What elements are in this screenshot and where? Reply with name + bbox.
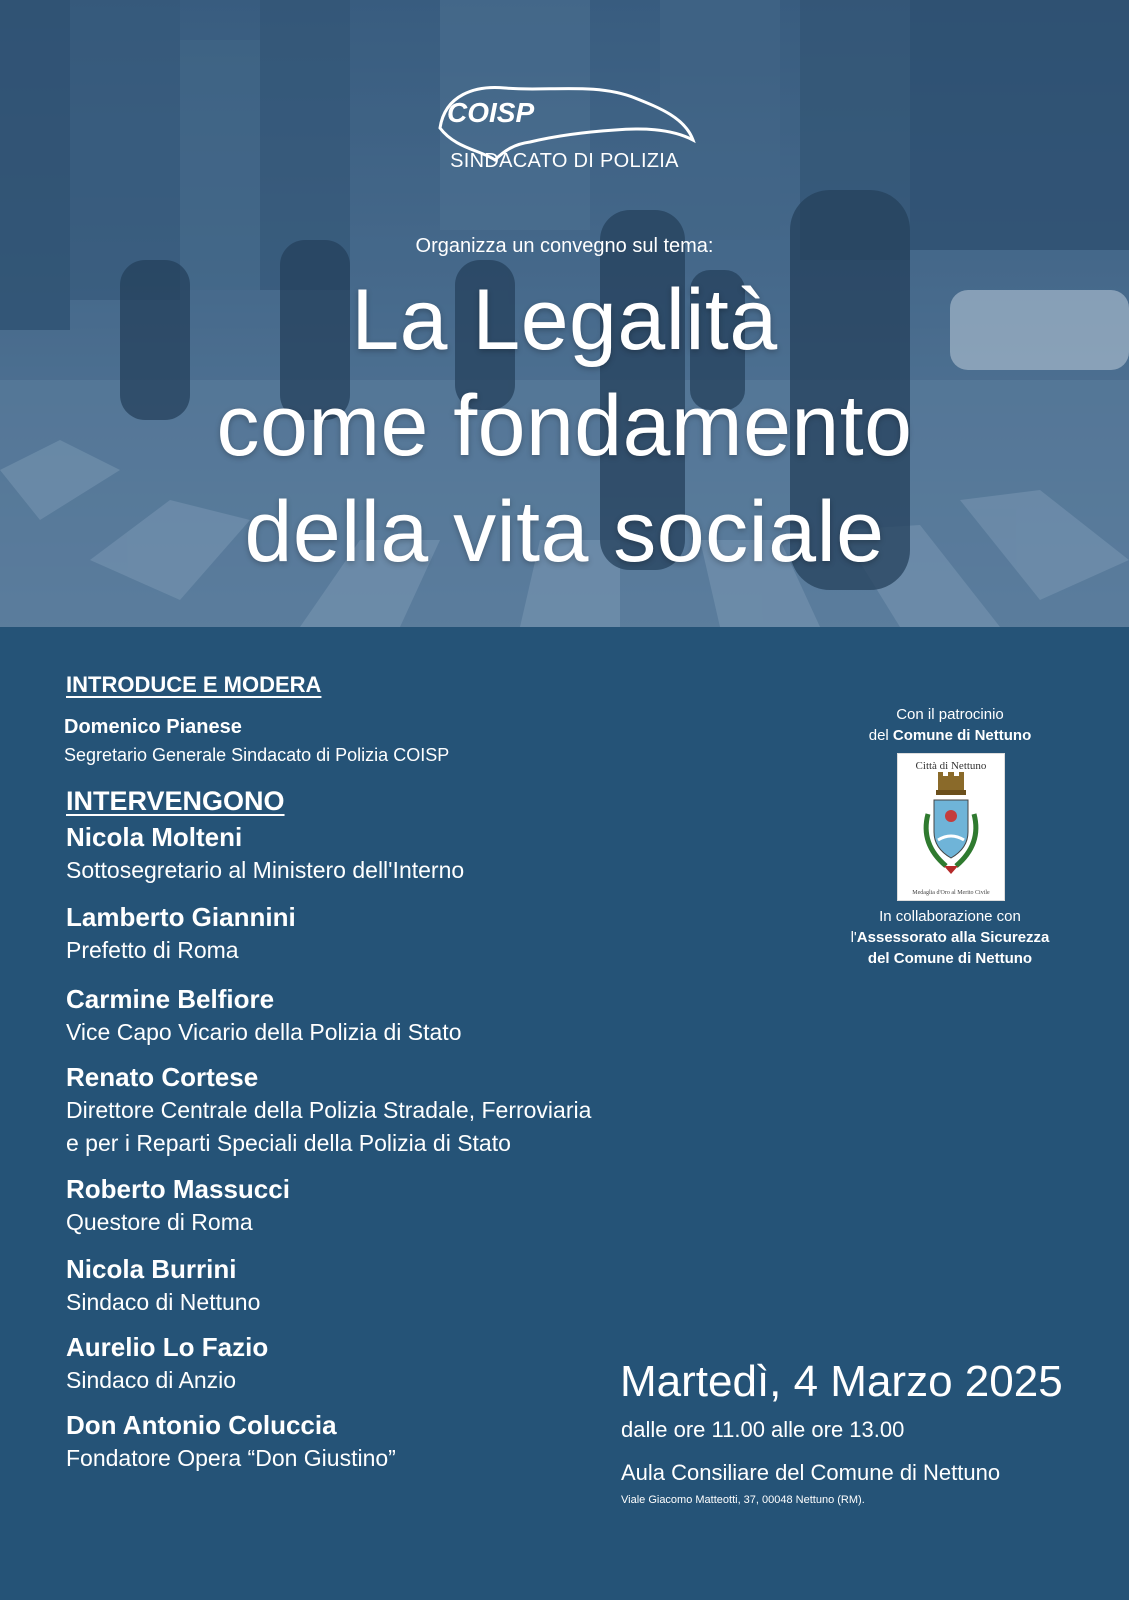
patronage-line-1: Con il patrocinio [896, 706, 1004, 723]
collaboration-entity: Assessorato alla Sicurezza [856, 929, 1050, 946]
event-venue: Aula Consiliare del Comune di Nettuno [621, 1460, 1001, 1485]
speaker-role: Sindaco di Anzio [66, 1367, 237, 1393]
collaboration-entity-2: del Comune di Nettuno [867, 950, 1033, 967]
collaboration-line-2 [800, 927, 1100, 948]
collaboration-block [800, 906, 1100, 969]
collaboration-prefix: l' [850, 929, 857, 946]
nettuno-coat-of-arms [897, 753, 1005, 901]
speaker-role: Prefetto di Roma [66, 937, 239, 963]
crest-icon [898, 754, 1004, 900]
title-line-3: della vita sociale [244, 484, 885, 580]
event-time: dalle ore 11.00 alle ore 13.00 [621, 1417, 905, 1442]
speaker-name: Aurelio Lo Fazio [66, 1332, 269, 1362]
speaker-role: Questore di Roma [66, 1209, 253, 1235]
moderator-name: Domenico Pianese [64, 716, 242, 738]
patronage-line-2 [800, 725, 1100, 746]
crest-note: Medaglia d'Oro al Merito Civile [912, 890, 990, 896]
speaker-role-continued: e per i Reparti Speciali della Polizia di Stato [66, 1130, 511, 1156]
title-line-1: La Legalità [351, 272, 778, 368]
title-line-2: come fondamento [216, 378, 913, 474]
speaker-role: Direttore Centrale della Polizia Stradale, Ferroviaria [66, 1097, 592, 1123]
speaker-item [66, 1060, 706, 1160]
speaker-name: Lamberto Giannini [66, 902, 296, 932]
speaker-name: Roberto Massucci [66, 1174, 290, 1204]
speaker-role: Sottosegretario al Ministero dell'Interno [66, 857, 465, 883]
speaker-role: Vice Capo Vicario della Polizia di Stato [66, 1019, 462, 1045]
speaker-item [66, 1172, 706, 1239]
patronage-prefix: del [868, 727, 893, 744]
patronage-entity: Comune di Nettuno [892, 727, 1032, 744]
speakers-heading: INTERVENGONO [66, 786, 285, 816]
speaker-item [66, 900, 706, 967]
event-address: Viale Giacomo Matteotti, 37, 00048 Nettuno (RM). [621, 1494, 865, 1506]
speaker-role: Fondatore Opera “Don Giustino” [66, 1445, 396, 1471]
patronage-block [800, 704, 1100, 746]
moderation-heading: INTRODUCE E MODERA [66, 672, 322, 697]
speaker-item [66, 1252, 706, 1319]
union-name: SINDACATO DI POLIZIA [450, 150, 679, 172]
event-date: Martedì, 4 Marzo 2025 [620, 1357, 1063, 1406]
speaker-item [66, 982, 706, 1049]
collaboration-line-3 [800, 948, 1100, 969]
speaker-role: Sindaco di Nettuno [66, 1289, 261, 1315]
collaboration-line-1: In collaborazione con [879, 908, 1021, 925]
crest-caption: Città di Nettuno [915, 760, 987, 772]
moderator-role: Segretario Generale Sindacato di Polizia COISP [64, 745, 450, 765]
speaker-name: Nicola Burrini [66, 1254, 237, 1284]
speaker-name: Nicola Molteni [66, 822, 243, 852]
speaker-name: Don Antonio Coluccia [66, 1410, 337, 1440]
intro-line: Organizza un convegno sul tema: [415, 235, 714, 257]
hero-banner [0, 0, 1129, 627]
speaker-item [66, 1330, 706, 1397]
speaker-item [66, 1408, 706, 1475]
logo-text: COISP [447, 97, 535, 128]
speaker-name: Renato Cortese [66, 1062, 259, 1092]
speaker-name: Carmine Belfiore [66, 984, 275, 1014]
speaker-item [66, 820, 706, 887]
